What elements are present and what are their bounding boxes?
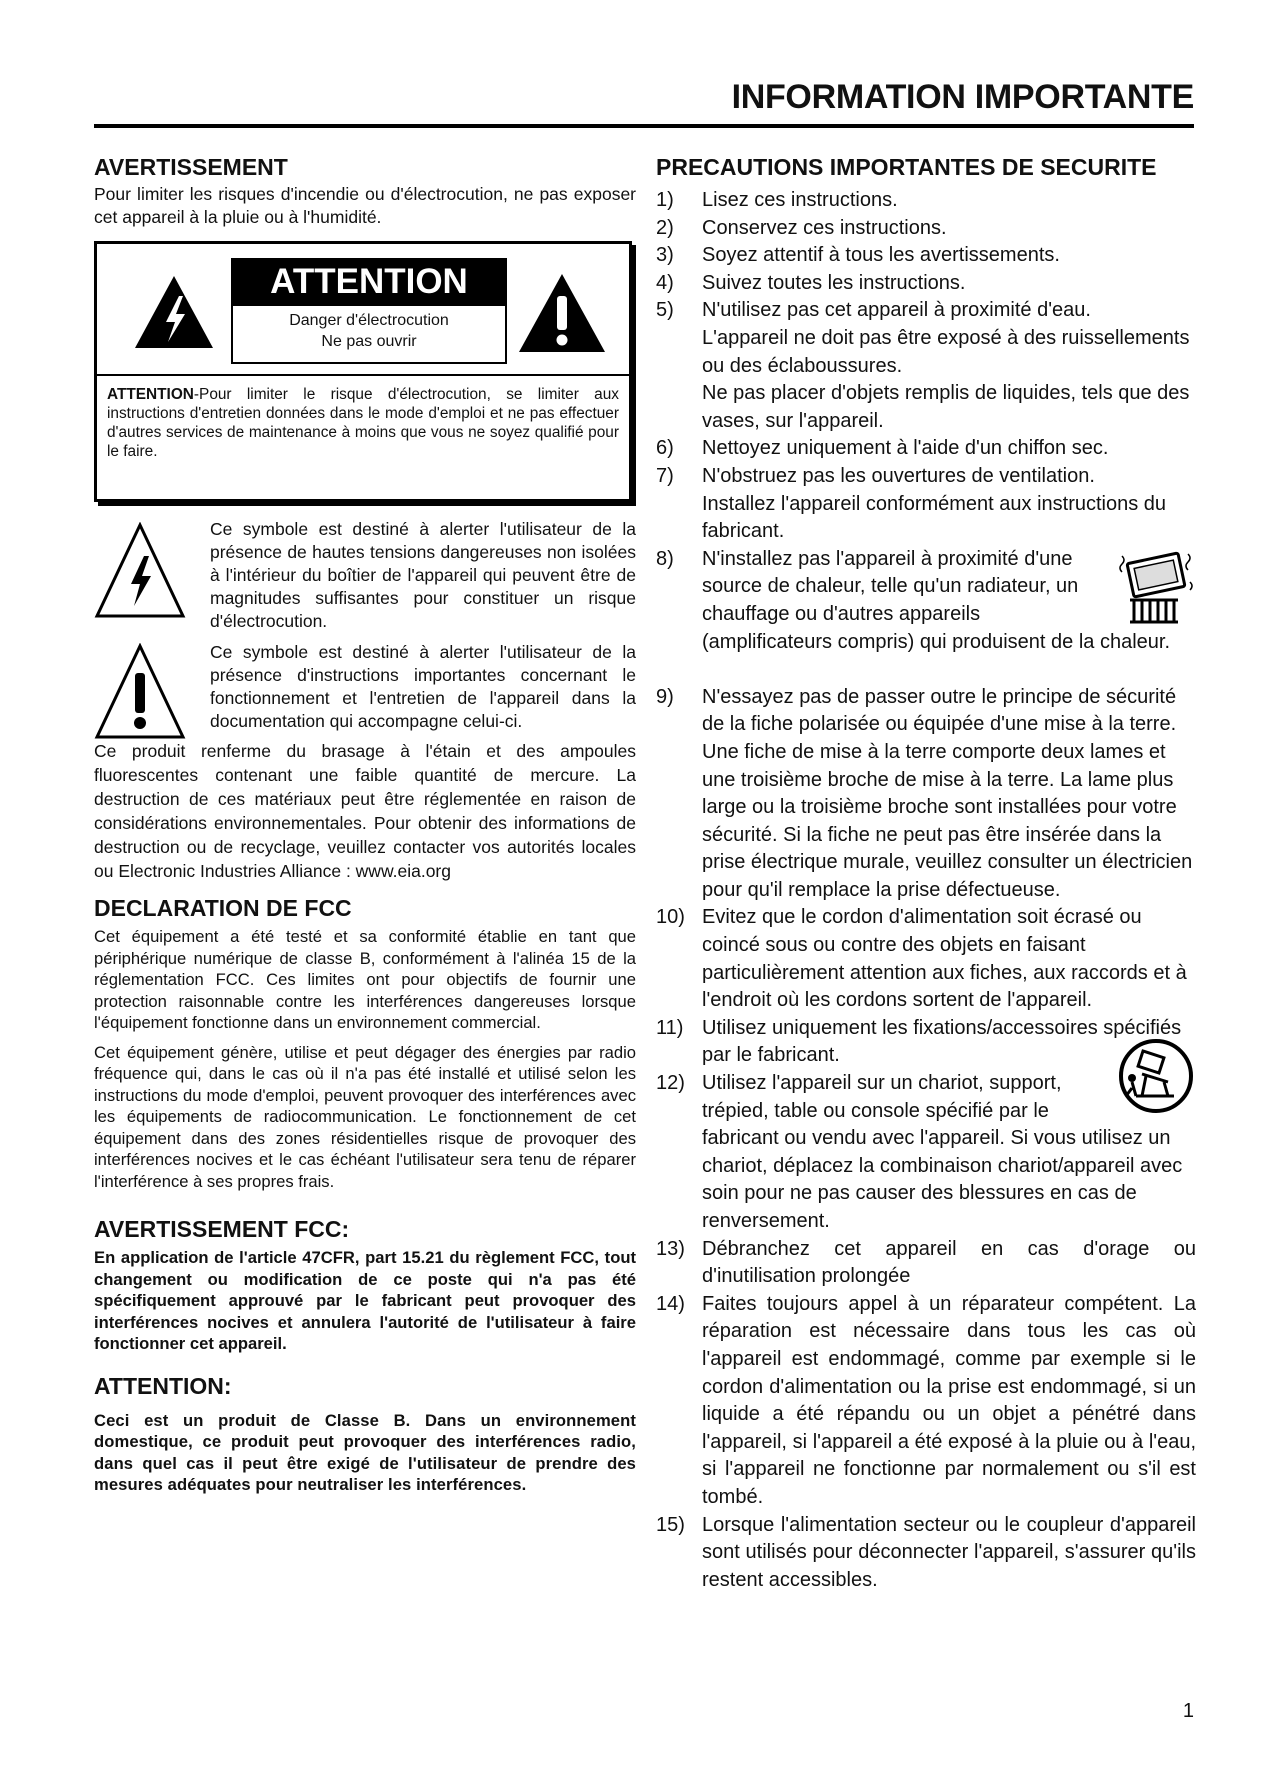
fcc-heading: DECLARATION DE FCC [94,895,352,921]
item-text: Lisez ces instructions. [702,189,898,211]
lightning-symbol-icon [94,522,186,620]
symbol-exclamation-row [94,641,636,733]
attention-subtitle [231,306,507,364]
item-number: 14) [656,1292,685,1315]
item-text: Soyez attentif à tous les avertissements. [702,244,1060,267]
list-item [656,463,1196,546]
list-item [656,1291,1196,1512]
item-text: Suivez toutes les instructions. [702,271,966,294]
item-number: 2) [656,216,674,239]
item-number: 3) [656,244,674,267]
item-number: 10) [656,906,685,929]
exclamation-warning-icon [517,272,607,354]
attention-subtitle-line2: Ne pas ouvrir [321,333,417,350]
fcc-warning-text: En application de l'article 47CFR, part 15.21 du règlement FCC, tout changement ou modification de ce poste qui n'a pas été spécifiquement approuvé par le fabricant peut provoquer des interférences nocives et annulera l'autorité de l'utilisateur à faire fonctionner cet appareil. [94,1248,636,1353]
item-text: N'essayez pas de passer outre le principe de sécurité de la fiche polarisée ou équipée d'une mise à la terre. Une fiche de mise à la terre comporte deux lames et une troisième broche de mise à la terre. La lame plus large ou la troisième broche sont installées pour votre sécurité. Si la fiche ne peut pas être insérée dans la prise électrique murale, veuillez consulter un électricien pour qu'il remplace la prise défectueuse. [702,685,1193,901]
page-title: INFORMATION IMPORTANTE [731,78,1194,116]
title-rule [94,124,1194,128]
list-item [656,1236,1196,1291]
attention-box [94,241,632,502]
attention-title: ATTENTION [231,258,507,306]
item-subtext: L'appareil ne doit pas être exposé à des ruissellements ou des éclaboussures. [702,326,1190,377]
list-item [656,904,1196,1014]
item-text: Utilisez uniquement les fixations/accessoires spécifiés par le fabricant. [702,1016,1182,1067]
item-text: Evitez que le cordon d'alimentation soit écrasé ou coincé sous ou contre des objets en faisant particulièrement attention aux fiches, aux raccords et à l'endroit où les cordons sortent de l'appareil. [702,906,1187,1012]
fcc-text-2: Cet équipement génère, utilise et peut dégager des énergies par radio fréquence qui, dans le cas où il n'a pas été installé et utilisé selon les instructions du mode d'emploi, peuvent provoquer des interférences avec les équipements de radiocommunication. Le fonctionnement de cet équipement dans des zones résidentielles risque de provoquer des interférences nocives et le cas échéant l'utilisateur sera tenu de réparer l'interférence à ses propres frais. [94,1042,636,1191]
item-subtext: Installez l'appareil conformément aux instructions du fabricant. [702,492,1167,543]
cart-warning-icon [1118,1038,1194,1114]
list-item [656,270,1196,298]
list-item [656,187,1196,215]
item-text: Nettoyez uniquement à l'aide d'un chiffon sec. [702,437,1109,460]
list-item [656,546,1196,684]
attention-caution [107,385,619,461]
caution-label: ATTENTION [107,386,194,403]
item-number: 7) [656,464,674,487]
list-item [656,1512,1196,1595]
attention-divider [97,374,629,376]
precautions-heading: PRECAUTIONS IMPORTANTES DE SECURITE [656,154,1157,180]
list-item [656,297,1196,435]
item-number: 4) [656,271,674,294]
list-item [656,435,1196,463]
item-text: N'utilisez pas cet appareil à proximité d'eau. [702,299,1091,322]
item-subtext: Ne pas placer d'objets remplis de liquides, tels que des vases, sur l'appareil. [702,382,1190,432]
list-item [656,242,1196,270]
item-number: 6) [656,437,674,460]
lightning-warning-icon [133,274,215,350]
item-number: 15) [656,1513,685,1536]
mercury-text: Ce produit renferme du brasage à l'étain et des ampoules fluorescentes contenant une faible quantité de mercure. La destruction de ces matériaux peut être réglementée en raison de considérations environnementales. Pour obtenir des informations de destruction ou de recyclage, veuillez contacter vos autorités locales ou Electronic Industries Alliance : www.eia.org [94,741,636,881]
item-number: 11) [656,1016,684,1039]
item-number: 13) [656,1237,685,1260]
item-number: 1) [656,189,674,211]
item-text: N'obstruez pas les ouvertures de ventilation. [702,464,1095,487]
caution-text: -Pour limiter le risque d'électrocution, se limiter aux instructions d'entretien données dans le mode d'emploi et ne pas effectuer d'autres services de maintenance à moins que vous ne soyez qualifié pour le faire. [107,386,619,460]
list-item [656,1070,1196,1236]
fcc-warning-heading: AVERTISSEMENT FCC: [94,1216,350,1242]
warning-heading: AVERTISSEMENT [94,154,288,180]
fcc-text-1: Cet équipement a été testé et sa conformité établie en tant que périphérique numérique de classe B, conformément à l'alinéa 15 de la réglementation FCC. Ces limites ont pour objectifs de fournir une protection raisonnable contre les interférences dangereuses lorsque l'équipement fonctionne dans un environnement commercial. [94,927,636,1032]
item-number: 12) [656,1072,685,1095]
item-text: Lorsque l'alimentation secteur ou le coupleur d'appareil sont utilisés pour déconnecter l'appareil, s'assurer qu'ils restent accessibles. [702,1513,1196,1591]
item-number: 8) [656,547,674,570]
right-column [656,154,1196,1594]
warning-text: Pour limiter les risques d'incendie ou d'électrocution, ne pas exposer cet appareil à la pluie ou à l'humidité. [94,184,636,227]
item-text: Faites toujours appel à un réparateur compétent. La réparation est nécessaire dans tous les cas où l'appareil est endommagé, comme par exemple si le cordon d'alimentation ou la prise est endommagé, si un liquide a été répandu ou un objet a pénétré dans l'appareil, si l'appareil a été exposé à la pluie ou à l'eau, si l'appareil ne fonctionne par normalement ou s'il est tombé. [702,1292,1196,1508]
list-item [656,684,1196,905]
symbol-exclamation-text: Ce symbole est destiné à alerter l'utilisateur de la présence d'instructions importantes concernant le fonctionnement et l'entretien de l'appareil dans la documentation qui accompagne celui-ci. [210,642,636,731]
symbol-lightning-row [94,518,636,633]
precautions-list [656,187,1196,1594]
attention-subtitle-line1: Danger d'électrocution [289,312,449,329]
item-text: Conservez ces instructions. [702,216,947,239]
item-text: Débranchez cet appareil en cas d'orage ou d'inutilisation prolongée [702,1237,1196,1288]
heater-icon [1116,548,1196,628]
item-number: 5) [656,299,674,322]
item-number: 9) [656,685,674,708]
item-text: Utilisez l'appareil sur un chariot, support, trépied, table ou console spécifié par le fabricant ou vendu avec l'appareil. Si vous utilisez un chariot, déplacez la combinaison chariot/appareil avec soin pour ne pas causer des blessures en cas de renversement. [702,1072,1183,1232]
list-item [656,215,1196,243]
list-item [656,1015,1196,1070]
exclamation-symbol-icon [94,643,186,741]
symbol-lightning-text: Ce symbole est destiné à alerter l'utilisateur de la présence de hautes tensions dangereuses non isolées à l'intérieur du boîtier de l'appareil qui peuvent être de magnitudes suffisantes pour constituer un risque d'électrocution. [210,519,636,631]
item-text: N'installez pas l'appareil à proximité d'une source de chaleur, telle qu'un radiateur, un chauffage ou d'autres appareils (amplificateurs compris) qui produisent de la chaleur. [702,547,1170,653]
left-column [94,154,636,1496]
attention-text: Ceci est un produit de Classe B. Dans un environnement domestique, ce produit peut provoquer des interférences radio, dans quel cas il peut être exigé de l'utilisateur de prendre des mesures adéquates pour neutraliser les interférences. [94,1410,636,1494]
page-number: 1 [1182,1700,1194,1722]
attention-heading: ATTENTION: [94,1372,232,1399]
